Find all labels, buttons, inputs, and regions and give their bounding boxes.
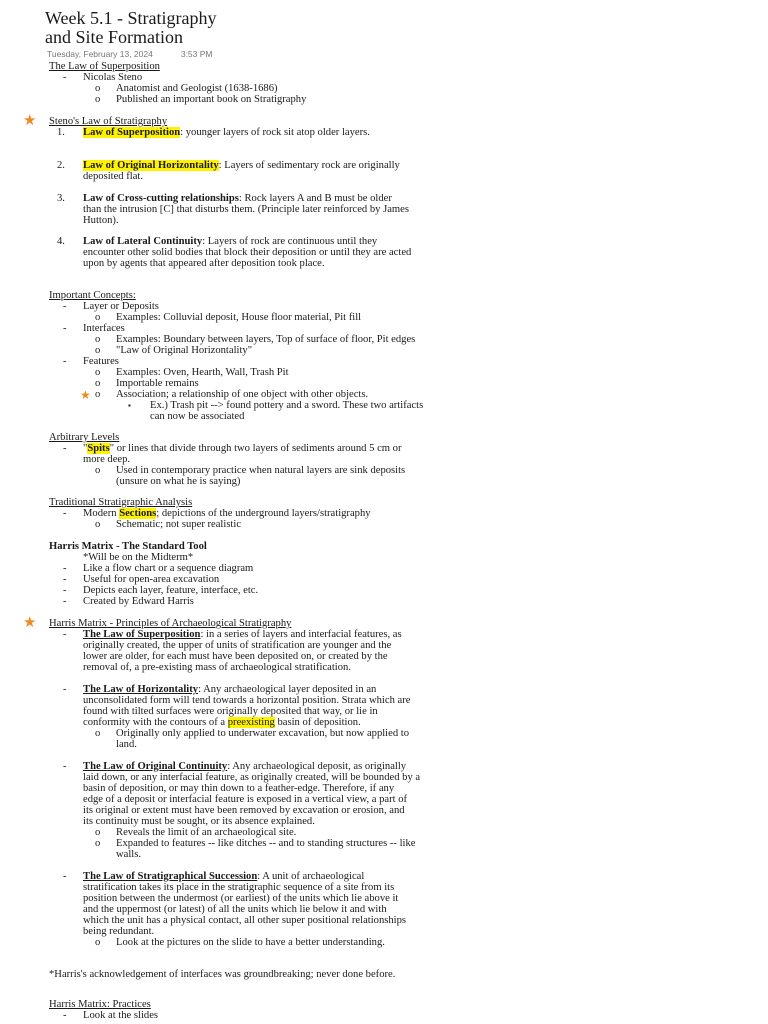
law-horizontality-term: Law of Original Horizontality <box>83 160 219 171</box>
harris-tool-heading: Harris Matrix - The Standard Tool <box>49 541 207 552</box>
star-icon: ★ <box>23 615 37 631</box>
steno-sub-2: Published an important book on Stratigraphy <box>116 94 307 105</box>
steno-name: Nicolas Steno <box>83 72 143 83</box>
dash-marker: - <box>63 72 67 83</box>
traditional-heading: Traditional Stratigraphic Analysis <box>49 497 193 508</box>
steno-heading: Steno's Law of Stratigraphy <box>49 116 168 127</box>
circle-marker: o <box>95 83 101 94</box>
note-time: 3:53 PM <box>180 49 213 59</box>
steno-item-4: 4. <box>57 236 65 247</box>
harris-note: *Harris's acknowledgement of interfaces was groundbreaking; never done before. <box>49 969 396 980</box>
practices-heading: Harris Matrix: Practices <box>49 999 151 1010</box>
arbitrary-heading: Arbitrary Levels <box>49 432 120 443</box>
steno-item-3: 3. <box>57 193 65 204</box>
star-icon: ★ <box>23 113 37 129</box>
preexisting-highlight: preexisting <box>227 717 275 728</box>
steno-item-1: 1. <box>57 127 65 138</box>
law-crosscutting-term: Law of Cross-cutting relationships <box>83 193 239 204</box>
note-date: Tuesday, February 13, 2024 <box>47 49 153 59</box>
law-lateral-term: Law of Lateral Continuity <box>83 236 203 247</box>
superposition-heading: The Law of Superposition <box>49 61 160 72</box>
law-superposition-term: Law of Superposition <box>83 127 181 138</box>
page-title <box>45 9 217 47</box>
sections-term: Sections <box>119 508 157 519</box>
principles-heading: Harris Matrix - Principles of Archaeological Stratigraphy <box>49 618 292 629</box>
title-line-2: and Site Formation <box>45 27 183 47</box>
note-timestamp <box>47 49 241 59</box>
title-line-1: Week 5.1 - Stratigraphy <box>45 8 217 28</box>
concepts-heading: Important Concepts: <box>49 290 136 301</box>
spits-term: Spits <box>87 443 110 454</box>
steno-item-2: 2. <box>57 160 65 171</box>
circle-marker: o <box>95 94 101 105</box>
steno-sub-1: Anatomist and Geologist (1638-1686) <box>116 83 278 94</box>
star-icon: ★ <box>80 388 91 402</box>
